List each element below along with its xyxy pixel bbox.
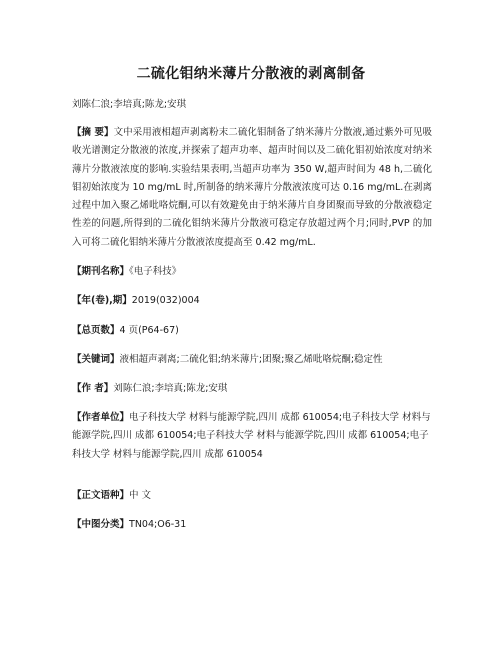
field-value: 2019(032)004: [131, 295, 200, 306]
field-label: 【中图分类】: [72, 519, 130, 530]
field-value: TN04;O6-31: [129, 519, 187, 530]
field-value: 液相超声剥离;二硫化钼;纳米薄片;团聚;聚乙烯吡咯烷酮;稳定性: [119, 354, 383, 365]
field-year-volume-issue: [72, 292, 432, 310]
field-affiliation: [72, 409, 432, 464]
author-line: 刘陈仁浪;李培真;陈龙;安琪: [72, 99, 187, 110]
field-label: 【总页数】: [72, 325, 120, 336]
field-label: 【期刊名称】: [72, 266, 130, 277]
field-language: [72, 487, 432, 505]
abstract: [72, 124, 432, 252]
field-label: 【年(卷),期】: [72, 295, 132, 306]
field-authors: [72, 380, 432, 398]
field-label: 【作 者】: [72, 383, 114, 394]
field-classification: [72, 516, 432, 534]
field-label: 【关键词】: [72, 354, 120, 365]
paper-title: 二硫化钼纳米薄片分散液的剥离制备: [136, 66, 366, 82]
field-value: 《电子科技》: [129, 266, 182, 277]
field-value: 中 文: [129, 490, 152, 501]
field-value: 刘陈仁浪;李培真;陈龙;安琪: [113, 383, 228, 394]
abstract-text: 文中采用液相超声剥离粉末二硫化钼制备了纳米薄片分散液,通过紫外可见吸收光谱测定分散液的浓度,并探索了超声功率、超声时间以及二硫化钼初始浓度对纳米薄片分散液浓度的影响.实验结果表明,当超声功率为 350 W,超声时间为 48 h,二硫化钼初始浓度为 10 mg/mL 时,所制备的纳米薄片分散液浓度可达 0.16 mg/mL.在剥离过程中加入聚乙烯吡咯烷酮,可以有效避免由于纳米薄片自身团聚而导致的分散液稳定性差的问题,所得到的二硫化钼纳米薄片分散液可稳定存放超过两个月;同时,PVP 的加入可将二硫化钼纳米薄片分散液浓度提高至 0.42 mg/mL.: [72, 127, 432, 248]
field-label: 【作者单位】: [72, 412, 130, 423]
field-keywords: [72, 351, 432, 369]
field-value: 4 页(P64-67): [119, 325, 179, 336]
abstract-label: 【摘 要】: [72, 127, 114, 138]
field-value: 电子科技大学 材料与能源学院,四川 成都 610054;电子科技大学 材料与能源学院,四川 成都 610054;电子科技大学 材料与能源学院,四川 成都 610054;电子科技大学 材料与能源学院,四川 成都 610054: [72, 412, 431, 460]
field-page-count: [72, 322, 432, 340]
field-label: 【正文语种】: [72, 490, 130, 501]
field-journal: [72, 263, 432, 281]
